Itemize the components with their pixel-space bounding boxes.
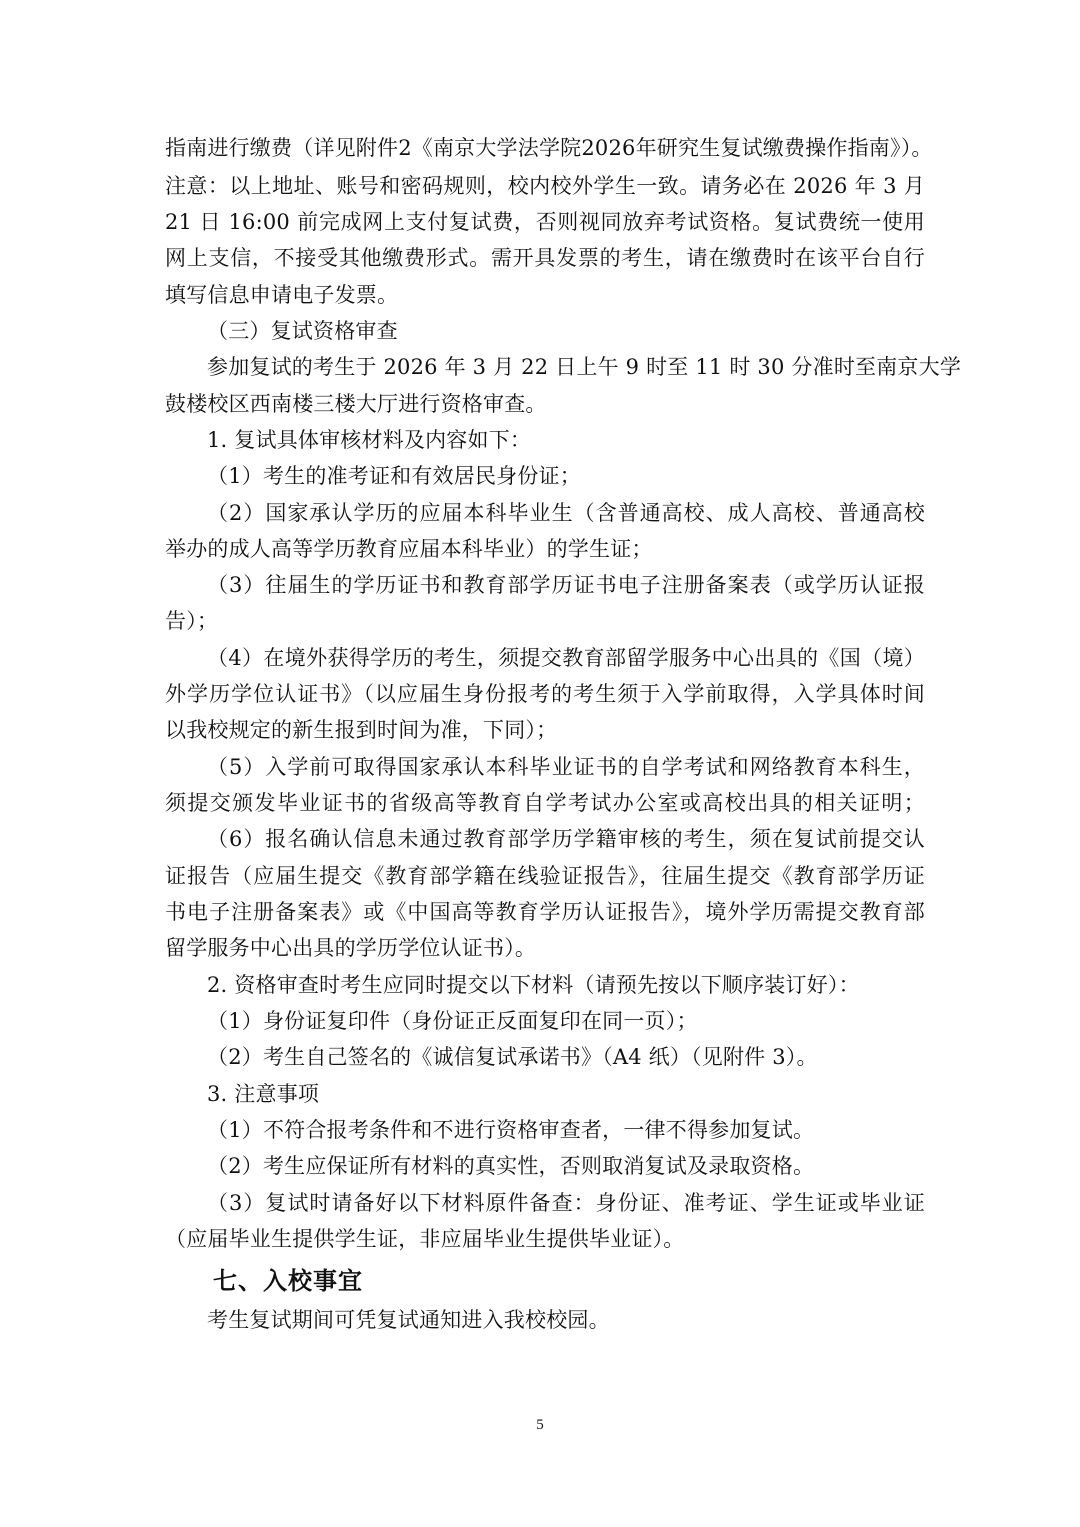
list-item-continuation: （应届毕业生提供学生证，非应届毕业生提供毕业证）。	[165, 1227, 685, 1251]
list-item: （6）报名确认信息未通过教育部学历学籍审核的考生，须在复试前提交认	[207, 827, 925, 851]
section-body: 考生复试期间可凭复试通知进入我校校园。	[207, 1308, 610, 1332]
list-item: （1）不符合报考条件和不进行资格审查者，一律不得参加复试。	[207, 1118, 815, 1142]
list-item-continuation: 须提交颁发毕业证书的省级高等教育自学考试办公室或高校出具的相关证明；	[165, 791, 925, 815]
list-item: （1）身份证复印件（身份证正反面复印在同一页）；	[207, 1009, 698, 1033]
text-line: 指南进行缴费（详见附件2《南京大学法学院2026年研究生复试缴费操作指南》）。	[165, 136, 933, 160]
section-heading: 七、入校事宜	[213, 1267, 363, 1295]
list-item-continuation: 举办的成人高等学历教育应届本科毕业）的学生证；	[165, 537, 653, 561]
text-line: 21 日 16:00 前完成网上支付复试费，否则视同放弃考试资格。复试费统一使用	[165, 210, 925, 234]
list-item: （2）考生应保证所有材料的真实性，否则取消复试及录取资格。	[207, 1154, 815, 1178]
list-item-continuation: 告）；	[165, 609, 219, 633]
list-item: （4）在境外获得学历的考生，须提交教育部留学服务中心出具的《国（境）	[207, 646, 925, 670]
list-item: （2）国家承认学历的应届本科毕业生（含普通高校、成人高校、普通高校	[207, 501, 925, 525]
page-number: 5	[536, 1417, 544, 1433]
list-item: （2）考生自己签名的《诚信复试承诺书》（A4 纸）（见附件 3）。	[207, 1045, 818, 1069]
list-item: （1）考生的准考证和有效居民身份证；	[207, 464, 581, 488]
text-line: 注意：以上地址、账号和密码规则，校内校外学生一致。请务必在 2026 年 3 月	[165, 174, 925, 198]
list-item-continuation: 书电子注册备案表》或《中国高等教育学历认证报告》，境外学历需提交教育部	[165, 900, 925, 924]
list-item: （3）往届生的学历证书和教育部学历证书电子注册备案表（或学历认证报	[207, 573, 925, 597]
list-item-continuation: 以我校规定的新生报到时间为准，下同）；	[165, 718, 558, 742]
list-item-continuation: 留学服务中心出具的学历学位认证书）。	[165, 936, 537, 960]
list-heading: 3. 注意事项	[207, 1082, 320, 1106]
list-item-continuation: 证报告（应届生提交《教育部学籍在线验证报告》，往届生提交《教育部学历证	[165, 864, 925, 888]
list-item: （5）入学前可取得国家承认本科毕业证书的自学考试和网络教育本科生，	[207, 755, 925, 779]
text-line: 填写信息申请电子发票。	[165, 283, 399, 307]
subsection-title: （三）复试资格审查	[207, 319, 398, 343]
list-heading: 2. 资格审查时考生应同时提交以下材料（请预先按以下顺序装订好）：	[207, 973, 860, 997]
list-item: （3）复试时请备好以下材料原件备查：身份证、准考证、学生证或毕业证	[207, 1191, 925, 1215]
list-item-continuation: 外学历学位认证书》（以应届生身份报考的考生须于入学前取得，入学具体时间	[165, 682, 925, 706]
text-line: 网上支信，不接受其他缴费形式。需开具发票的考生，请在缴费时在该平台自行	[165, 246, 925, 270]
list-heading: 1. 复试具体审核材料及内容如下：	[207, 428, 532, 452]
text-line: 参加复试的考生于 2026 年 3 月 22 日上午 9 时至 11 时 30 分准时至南京大学	[207, 355, 962, 379]
text-line: 鼓楼校区西南楼三楼大厅进行资格审查。	[165, 392, 547, 416]
